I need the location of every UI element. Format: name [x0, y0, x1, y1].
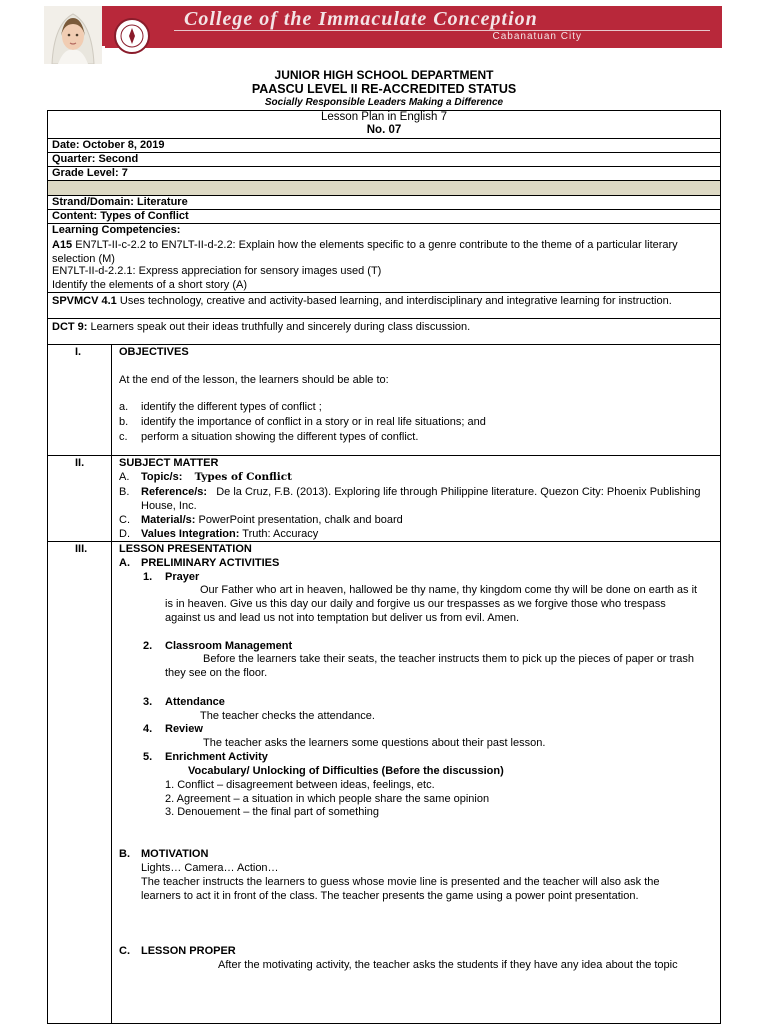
motivation-line-2: The teacher instructs the learners to guess whose movie line is presented and the teacher will also ask the	[141, 876, 660, 888]
competency-3: Identify the elements of a short story (A)	[52, 279, 248, 291]
plan-title: Lesson Plan in English 7	[321, 111, 447, 123]
classroom-number: 2.	[143, 640, 153, 652]
college-seal-icon	[108, 16, 156, 56]
competency-1-text: EN7LT-II-c-2.2 to EN7LT-II-d-2.2: Explain how the elements specific to a genre contribute to the theme of a particular literary selection (M)	[52, 239, 678, 265]
content-field: Content: Types of Conflict	[52, 210, 189, 222]
dct-label: DCT 9:	[52, 321, 88, 333]
prayer-number: 1.	[143, 571, 153, 583]
plan-number: No. 07	[366, 124, 402, 136]
classroom-line-2: they see on the floor.	[165, 667, 268, 679]
shaded-separator-row	[48, 181, 720, 195]
review-label: Review	[165, 723, 203, 735]
subject-numeral: II.	[75, 457, 85, 469]
values-text: Truth: Accuracy	[239, 528, 319, 540]
row-divider	[47, 166, 721, 167]
motivation-heading: MOTIVATION	[141, 848, 209, 860]
college-name: College of the Immaculate Conception	[184, 8, 538, 30]
classroom-line-1: Before the learners take their seats, the teacher instructs them to pick up the pieces of paper or trash	[203, 653, 694, 665]
objective-a: identify the different types of conflict ;	[141, 401, 322, 413]
subject-heading: SUBJECT MATTER	[119, 457, 219, 469]
motivation-line-3: learners to act it in front of the class. The teacher presents the game using a power point presentation.	[141, 890, 639, 902]
objective-a-letter: a.	[119, 401, 129, 413]
vocabulary-item-3: 3. Denouement – the final part of something	[165, 806, 380, 818]
motto: Socially Responsible Leaders Making a Difference	[264, 97, 504, 108]
review-text: The teacher asks the learners some questions about their past lesson.	[203, 737, 546, 749]
competency-1	[52, 238, 716, 266]
row-divider	[47, 292, 721, 293]
subject-materials	[141, 514, 403, 526]
subject-c-letter: C.	[119, 514, 130, 526]
lesson-heading: LESSON PRESENTATION	[119, 543, 252, 555]
lesson-numeral: III.	[75, 543, 88, 555]
subject-topic	[141, 471, 292, 483]
objectives-numeral: I.	[75, 346, 82, 358]
prayer-line-1: Our Father who art in heaven, hallowed be thy name, thy kingdom come thy will be done on earth as it	[200, 584, 698, 596]
vocabulary-item-2: 2. Agreement – a situation in which people share the same opinion	[165, 793, 490, 805]
row-divider	[47, 455, 721, 456]
competency-code: A15	[52, 239, 73, 251]
row-divider	[47, 318, 721, 319]
quarter-field: Quarter: Second	[52, 153, 139, 165]
lesson-proper-line-1: After the motivating activity, the teacher asks the students if they have any idea about the topic	[218, 959, 678, 971]
subject-values	[141, 528, 318, 540]
reference-label: Reference/s:	[141, 486, 208, 498]
values-label: Values Integration:	[141, 528, 240, 540]
lesson-proper-heading: LESSON PROPER	[141, 945, 236, 957]
enrichment-number: 5.	[143, 751, 153, 763]
topic-label: Topic/s:	[141, 471, 183, 483]
classroom-label: Classroom Management	[165, 640, 293, 652]
prayer-line-3: against us and lead us not into temptation but deliver us from evil. Amen.	[165, 612, 520, 624]
row-divider	[47, 152, 721, 153]
college-city: Cabanatuan City	[492, 31, 582, 42]
subject-a-letter: A.	[119, 471, 130, 483]
objectives-heading: OBJECTIVES	[119, 346, 189, 358]
spvmcv-label: SPVMCV 4.1	[52, 295, 117, 307]
spvmcv-text: Uses technology, creative and activity-based learning, and interdisciplinary and integrative learning for instruction.	[116, 295, 672, 307]
preliminary-letter: A.	[119, 557, 130, 569]
objectives-intro: At the end of the lesson, the learners should be able to:	[119, 374, 389, 386]
motivation-letter: B.	[119, 848, 130, 860]
banner-underline	[105, 46, 722, 48]
subject-b-letter: B.	[119, 486, 130, 498]
competencies-label: Learning Competencies:	[52, 224, 181, 236]
prayer-label: Prayer	[165, 571, 200, 583]
prayer-line-2: is in heaven. Give us this day our daily and forgive us our trespasses as we forgive those who trespass	[165, 598, 666, 610]
reference-text: De la Cruz, F.B. (2013). Exploring life through Philippine literature. Quezon City: Phoenix Publishing	[216, 486, 701, 498]
department-heading: JUNIOR HIGH SCHOOL DEPARTMENT	[274, 68, 494, 82]
dct-text: Learners speak out their ideas truthfully and sincerely during class discussion.	[87, 321, 471, 333]
vocabulary-item-1: 1. Conflict – disagreement between ideas, feelings, etc.	[165, 779, 435, 791]
subject-reference	[141, 486, 700, 498]
competency-2: EN7LT-II-d-2.2.1: Express appreciation for sensory images used (T)	[52, 265, 382, 277]
grade-field: Grade Level: 7	[52, 167, 128, 179]
review-number: 4.	[143, 723, 153, 735]
attendance-label: Attendance	[165, 696, 225, 708]
objective-c: perform a situation showing the different types of conflict.	[141, 431, 419, 443]
spvmcv-row	[52, 295, 672, 307]
subject-d-letter: D.	[119, 528, 130, 540]
objective-b-letter: b.	[119, 416, 129, 428]
column-divider	[111, 344, 112, 1024]
enrichment-label: Enrichment Activity	[165, 751, 268, 763]
motivation-line-1: Lights… Camera… Action…	[141, 862, 279, 874]
materials-label: Material/s:	[141, 514, 196, 526]
reference-text-continued: House, Inc.	[141, 500, 197, 512]
date-field: Date: October 8, 2019	[52, 139, 165, 151]
topic-text: Types of Conflict	[194, 471, 292, 483]
lesson-proper-letter: C.	[119, 945, 130, 957]
materials-text: PowerPoint presentation, chalk and board	[195, 514, 403, 526]
attendance-number: 3.	[143, 696, 153, 708]
objective-c-letter: c.	[119, 431, 128, 443]
dct-row	[52, 321, 470, 333]
vocabulary-heading: Vocabulary/ Unlocking of Difficulties (Before the discussion)	[188, 765, 504, 777]
objective-b: identify the importance of conflict in a story or in real life situations; and	[141, 416, 486, 428]
strand-field: Strand/Domain: Literature	[52, 196, 188, 208]
row-divider	[47, 344, 721, 345]
row-divider	[47, 541, 721, 542]
preliminary-heading: PRELIMINARY ACTIVITIES	[141, 557, 280, 569]
accreditation-heading: PAASCU LEVEL II RE-ACCREDITED STATUS	[251, 82, 517, 96]
madonna-image-icon	[44, 6, 102, 64]
attendance-text: The teacher checks the attendance.	[200, 710, 375, 722]
